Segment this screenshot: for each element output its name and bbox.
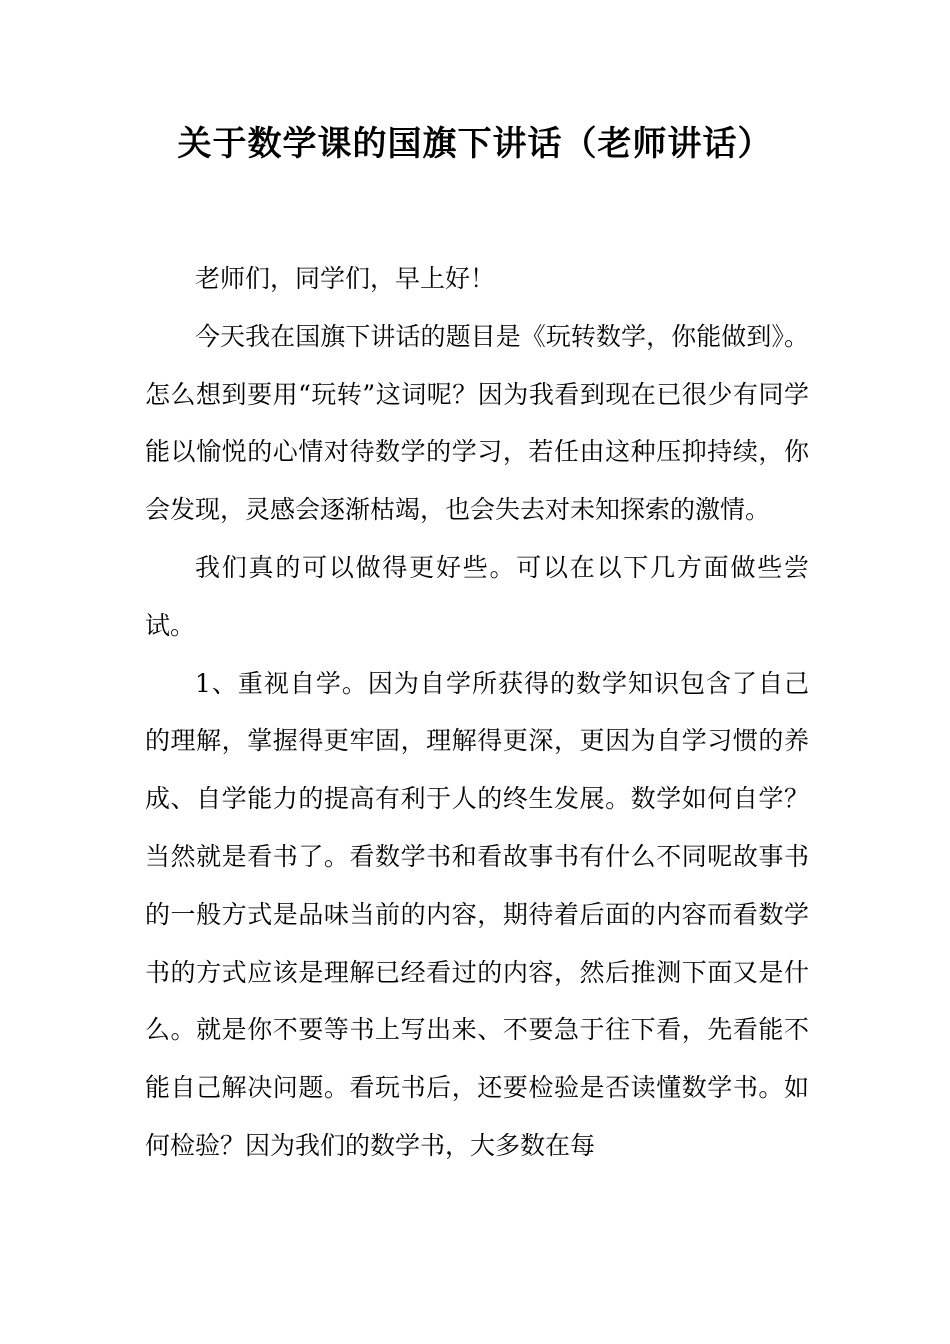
body-paragraph: 1、重视自学。因为自学所获得的数学知识包含了自己的理解，掌握得更牢固，理解得更深，更因为自学习惯的养成、自学能力的提高有利于人的终生发展。数学如何自学？当然就是看书了。看数学书和看故事书有什么不同呢故事书的一般方式是品味当前的内容，期待着后面的内容而看数学书的方式应该是理解已经看过的内容，然后推测下面又是什么。就是你不要等书上写出来、不要急于往下看，先看能不能自己解决问题。看玩书后，还要检验是否读懂数学书。如何检验？因为我们的数学书，大多数在每 bbox=[145, 668, 809, 1160]
body-paragraph: 我们真的可以做得更好些。可以在以下几方面做些尝试。 bbox=[145, 552, 809, 640]
body-paragraph: 今天我在国旗下讲话的题目是《玩转数学，你能做到》。怎么想到要用“玩转”这词呢？因为我看到现在已很少有同学能以愉悦的心情对待数学的学习，若任由这种压抑持续，你会发现，灵感会逐渐枯竭，也会失去对未知探索的激情。 bbox=[145, 321, 809, 525]
greeting-paragraph: 老师们，同学们，早上好！ bbox=[195, 264, 496, 293]
document-body bbox=[145, 250, 809, 1175]
document-title: 关于数学课的国旗下讲话（老师讲话） bbox=[177, 124, 773, 164]
